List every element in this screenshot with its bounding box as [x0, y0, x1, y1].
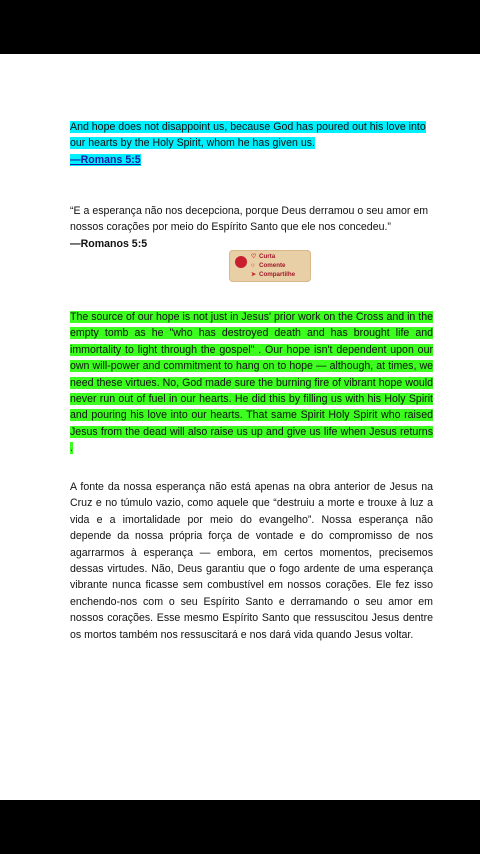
- engagement-badge[interactable]: [229, 250, 311, 282]
- english-verse-block: [70, 119, 433, 168]
- document-page: [0, 54, 480, 800]
- like-row[interactable]: ♡ Curta: [251, 253, 276, 260]
- comment-row[interactable]: ○ Comente: [251, 262, 286, 269]
- english-paragraph: [70, 309, 433, 457]
- bottom-letterbox: [0, 800, 480, 854]
- comment-icon: ○: [251, 262, 255, 269]
- portuguese-verse-block: [70, 203, 433, 252]
- top-letterbox: [0, 0, 480, 54]
- english-verse-text: And hope does not disappoint us, because God has poured out his love into our hearts by the Holy Spirit, whom he has given us.: [70, 121, 426, 150]
- portuguese-paragraph-text: A fonte da nossa esperança não está apenas na obra anterior de Jesus na Cruz e no túmulo vazio, como aquele que “destruiu a morte e trouxe à luz a vida e a imortalidade por meio do evangelho”. Nossa esperança não depende da nossa própria força de vontade e do compromisso de nos agarrarmos à esperança — embora, em certos momentos, precisemos dessas virtudes. Não, Deus garantiu que o fogo ardente de uma esperança vibrante nunca ficasse sem combustível em nossos corações. Ele fez isso enchendo-nos com o seu Espírito Santo e derramando o seu amor em nossos corações. Esse mesmo Espírito Santo que ressuscitou Jesus dentre os mortos também nos ressuscitará e nos dará vida quando Jesus voltar.: [70, 481, 433, 641]
- english-verse-reference-link[interactable]: —Romans 5:5: [70, 153, 141, 166]
- brand-logo-icon: [235, 256, 247, 268]
- portuguese-verse-text: “E a esperança não nos decepciona, porque Deus derramou o seu amor em nossos corações por meio do Espírito Santo que ele nos concedeu.”: [70, 205, 429, 234]
- share-row[interactable]: ➤ Compartilhe: [251, 271, 296, 278]
- heart-icon: ♡: [251, 253, 257, 260]
- portuguese-verse-reference: —Romanos 5:5: [70, 237, 148, 250]
- english-paragraph-text: The source of our hope is not just in Jesus' prior work on the Cross and in the empty tomb as he "who has destroyed death and has brought life and immortality to light through the gospel" . Our hope isn't dependent upon our own will-power and commitment to hang on to hope — although, at times, we need these virtues. No, God made sure the burning fire of vibrant hope would never run out of fuel in our hearts. He did this by filling us with his Holy Spirit and pouring his love into our hearts. That same Spirit Holy Spirit who raised Jesus from the dead will also raise us up and give us life when Jesus returns .: [70, 311, 433, 455]
- share-icon: ➤: [251, 271, 257, 278]
- portuguese-paragraph: [70, 479, 433, 643]
